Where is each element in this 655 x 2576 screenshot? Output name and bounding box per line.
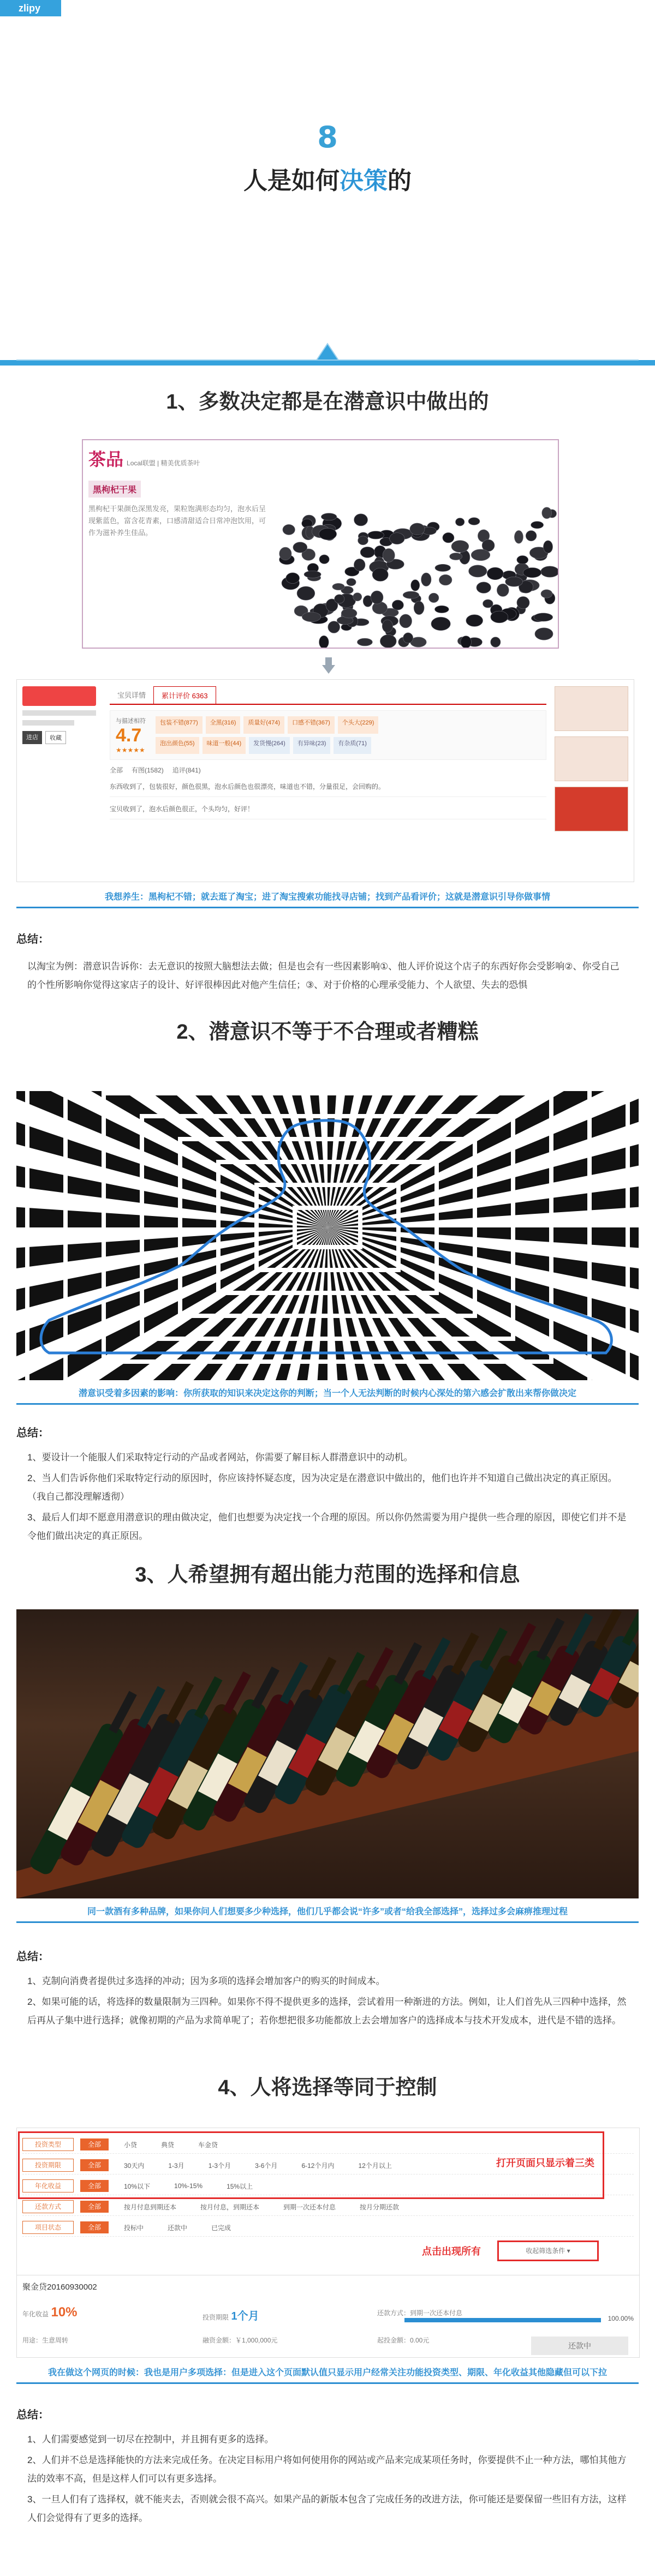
note-expand-all: 点击出现所有 [422,2246,481,2257]
term-label: 投资期限 [203,2314,229,2321]
filter-option[interactable]: 3-6个月 [255,2161,278,2170]
filter-option[interactable]: 还款中 [168,2224,188,2232]
rate-label: 年化收益 [22,2310,49,2318]
filter-all-button[interactable]: 全部 [80,2138,109,2150]
filter-option[interactable]: 按月付息到期还本 [124,2203,177,2211]
rating-block [116,716,146,754]
summary-paragraph: 2、如果可能的话，将选择的数量限制为三四种。如果你不得不提供更多的选择，尝试着用一种渐进的方法。例如，让人们首先从三四种中选择，然后再从子集中进行选择；就像初期的产品为求简单呢了；若你想把很多功能都放上去会增加客户的选择成本与技术开发成本，进代是不错的选择。 [27,1997,627,2026]
product-list-item[interactable] [16,2275,640,2358]
tab-reviews[interactable]: 累计评价 6363 [153,686,216,704]
filter-all-button[interactable]: 全部 [80,2180,109,2192]
product-rate-block [22,2305,78,2320]
section-2-title: 2、潜意识不等于不合理或者糟糕 [176,1021,479,1044]
filter-option[interactable]: 小贷 [124,2141,138,2149]
chapter-title-highlight: 决策 [340,167,388,194]
shop-line [22,710,96,716]
review-item [110,781,546,797]
product-purpose: 用途：生意周转 [22,2337,69,2344]
repaying-button[interactable]: 还款中 [531,2337,628,2355]
repay-method: 还款方式：到期一次还本付息 [377,2309,463,2317]
filter-option[interactable]: 30天内 [124,2161,145,2170]
chapter-number: 8 [317,120,338,154]
section-3-title: 3、人希望拥有超出能力范围的选择和信息 [135,1563,520,1586]
chapter-title-suffix: 的 [388,167,412,194]
brand-name: zlipy [19,3,41,14]
shop-main [110,686,546,819]
chapter-title [0,161,655,196]
filter-all[interactable]: 全部 [110,766,123,774]
filter-option[interactable]: 典贷 [161,2141,175,2149]
rating-label: 与描述相符 [116,718,146,724]
progress-fill [404,2318,601,2322]
shop-sidebar [22,686,96,744]
review-tag[interactable]: 包装不错(877) [156,716,203,734]
review-filter [110,765,546,775]
shop-banner [22,686,96,706]
summary-paragraph: 2、人们并不总是选择能快的方法来完成任务。在决定目标用户将如何使用你的网站或产品来完成某项任务时，你要提供不止一种方法，哪怕其他方法的效率不高，但是这样人们可以有更多选择。 [27,2455,627,2484]
shop-line [22,720,74,726]
filter-name: 项目状态 [22,2221,74,2234]
tea-product-card [82,439,559,649]
section-3-summary [27,1972,628,2032]
section-1-summary-label: 总结： [16,933,49,945]
product-amount: 融资金额：￥1,000,000元 [203,2337,278,2344]
summary-paragraph: 1、要设计一个能服人们采取特定行动的产品或者网站，你需要了解目标人群潜意识中的动机。 [27,1452,413,1463]
review-text: 东西收到了，包装很好，颜色很黑，泡水后颜色也很漂亮，味道也不错，分量很足，会回购的。 [110,783,385,790]
term-value: 1个月 [231,2310,259,2322]
optical-illusion-image [16,1091,639,1380]
side-ad[interactable] [555,736,628,781]
rate-value: 10% [51,2305,78,2320]
filter-option[interactable]: 6-12个月内 [301,2161,335,2170]
filter-all-button[interactable]: 全部 [80,2159,109,2171]
product-min: 起投金额：0.00元 [377,2337,430,2344]
product-term-block [203,2307,259,2323]
filter-row [22,2219,634,2237]
rating-summary [110,710,546,760]
review-tag[interactable]: 口感不错(367) [288,716,335,734]
taobao-shop-screenshot [16,679,634,882]
summary-paragraph: 1、克制向消费者提供过多选择的冲动；因为多项的选择会增加客户的购买的时间成本。 [27,1976,385,1986]
section-2-summary-label: 总结： [16,1427,49,1439]
section-4-summary-label: 总结： [16,2409,49,2421]
filter-option[interactable]: 到期一次还本付息 [283,2203,336,2211]
filter-option[interactable]: 1-3个月 [208,2161,231,2170]
filter-option[interactable]: 车金贷 [198,2141,218,2149]
wine-bottles [16,1609,639,1898]
review-tags [156,716,412,754]
tea-logo-text: 茶品 [88,450,124,469]
tea-text [88,446,266,539]
chapter-title-prefix: 人是如何 [243,167,340,194]
expand-filters-button[interactable] [497,2240,599,2261]
filter-followup[interactable]: 追评(841) [172,766,201,774]
tea-logo [88,446,258,471]
brand-tag [0,0,61,16]
review-tag[interactable]: 质量好(474) [243,716,284,734]
progress-percent: 100.00% [608,2315,634,2322]
enter-shop-button[interactable]: 进店 [22,731,42,744]
rating-stars-icon: ★★★★★ [116,746,145,754]
filter-name: 年化收益 [22,2179,74,2192]
review-tag[interactable]: 发货慢(264) [249,737,290,754]
shop-buttons [22,731,96,744]
section-1-title: 1、多数决定都是在潜意识中做出的 [166,391,489,414]
tea-logo-sub: Local联盟 | 精美优质茶叶 [127,459,200,467]
review-tag[interactable]: 泡出颜色(55) [156,737,199,754]
filter-name: 投资期限 [22,2159,74,2172]
chevron-down-icon: ▾ [567,2247,570,2255]
review-tag[interactable]: 有异味(23) [293,737,331,754]
section-3-summary-label: 总结： [16,1951,49,1963]
filter-option[interactable]: 10%以下 [124,2182,151,2190]
filter-all-button[interactable]: 全部 [80,2221,109,2233]
filter-images[interactable]: 有图(1582) [132,766,164,774]
filter-all-button[interactable]: 全部 [80,2201,109,2213]
section-2-summary [27,1448,628,1548]
arrow-down-icon [322,657,335,674]
review-item [110,804,546,819]
section-1-caption: 我想养生：黑枸杞不错；就去逛了淘宝；进了淘宝搜索功能找寻店铺；找到产品看评价；这就是潜意识引导你做事情 [16,886,639,908]
side-ad[interactable] [555,686,628,731]
filter-option[interactable]: 投标中 [124,2224,144,2232]
note-default-filters: 打开页面只显示着三类 [496,2158,594,2168]
tea-product-name: 黑枸杞干果 [88,481,141,498]
review-text: 宝贝收到了，泡水后颜色很正，个头均匀，好评！ [110,805,254,813]
filter-row [22,2198,634,2216]
filter-name: 投资类型 [22,2138,74,2151]
section-3-caption: 同一款酒有多种品牌，如果你问人们想要多少种选择，他们几乎都会说“许多”或者“给我全部选择”，选择过多会麻痹推理过程 [16,1901,639,1923]
filter-option[interactable]: 10%-15% [174,2182,203,2190]
product-name: 聚金贷20160930002 [22,2283,97,2292]
review-tag[interactable]: 味道一般(44) [203,737,246,754]
section-2-caption: 潜意识受着多因素的影响：你所获取的知识来决定这你的判断；当一个人无法判断的时候内心深处的第六感会扩散出来帮你做决定 [16,1383,639,1405]
favorite-shop-button[interactable]: 收藏 [45,731,66,744]
section-4-summary [27,2430,628,2530]
summary-paragraph: 3、一旦人们有了选择权，就不能夹去，否则就会很不高兴。如果产品的新版本包含了完成任务的改进方法，你可能还是要保留一些旧有方法，这样人们会觉得有了更多的选择。 [27,2494,627,2523]
shop-side-ads [555,686,628,837]
goji-berries-image [274,462,558,648]
section-4-title: 4、人将选择等同于控制 [218,2076,437,2099]
review-tag[interactable]: 个头大(229) [338,716,379,734]
side-ad[interactable] [555,787,628,831]
review-tag[interactable]: 全黑(316) [206,716,241,734]
filter-option[interactable]: 已完成 [211,2224,231,2232]
shop-tabs [110,686,546,705]
summary-paragraph: 以淘宝为例：潜意识告诉你：去无意识的按照大脑想法去做；但是也会有一些因素影响①、他人评价说这个店子的东西好你会受影响②、你受自己的个性所影响你觉得这家店子的设计、好评很棒因此对他产生信任；③、对于价格的心理承受能力、个人欲望、失去的恐惧 [27,961,620,990]
tea-description: 黑枸杞干果颜色深黑发亮，果粒饱满形态均匀，泡水后呈现紫蓝色，富含花青素，口感清甜适合日常冲泡饮用，可作为滋补养生佳品。 [88,505,266,537]
summary-paragraph: 1、人们需要感觉到一切尽在控制中，并且拥有更多的选择。 [27,2434,274,2445]
summary-paragraph: 2、当人们告诉你他们采取特定行动的原因时，你应该持怀疑态度，因为决定是在潜意识中做出的，他们也许并不知道自己做出决定的真正原因。（我自己都没理解透彻） [27,1473,617,1502]
filter-option[interactable]: 按月分期还款 [360,2203,400,2211]
section-1-summary [27,957,628,997]
expand-filters-label: 收起筛选条件 [526,2247,565,2255]
filter-name: 还款方式 [22,2200,74,2213]
review-tag[interactable]: 有杂质(71) [334,737,371,754]
wine-shelf-image [16,1609,639,1898]
filter-option[interactable]: 1-3月 [168,2161,184,2170]
progress-bar [404,2318,601,2322]
summary-paragraph: 3、最后人们却不愿意用潜意识的理由做决定，他们也想要为决定找一个合理的原因。所以你仍然需要为用户提供一些合理的原因，即使它们并不是令他们做出决定的真正原因。 [27,1512,627,1541]
filter-option[interactable]: 12个月以上 [358,2161,392,2170]
chapter-divider [0,305,655,366]
rating-value: 4.7 [116,725,142,746]
section-4-caption: 我在做这个网页的时候：我也是用户多项选择：但是进入这个页面默认值只显示用户经常关注功能投资类型、期限、年化收益其他隐藏但可以下拉 [16,2362,639,2384]
tab-details[interactable]: 宝贝详情 [117,691,146,699]
filter-option[interactable]: 按月付息，到期还本 [200,2203,260,2211]
illusion-pattern [16,1091,639,1380]
filter-option[interactable]: 15%以上 [227,2182,253,2190]
